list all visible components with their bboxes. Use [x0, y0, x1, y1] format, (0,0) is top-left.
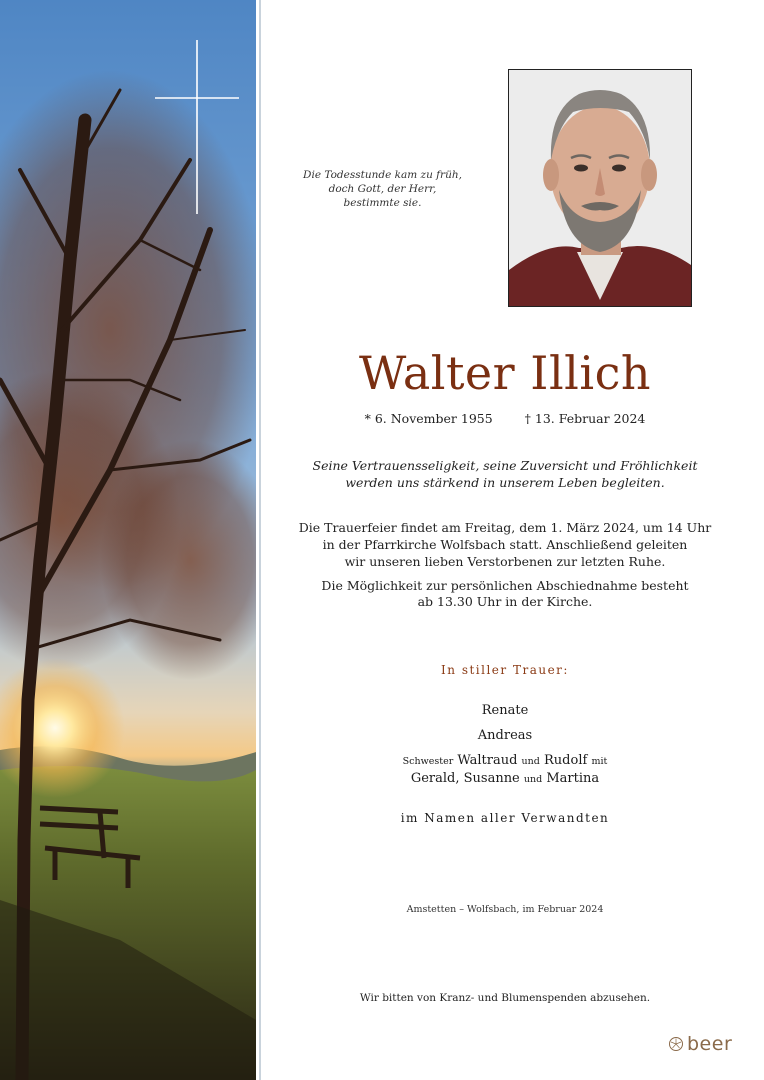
life-dates — [290, 411, 720, 426]
mourner-renate: Renate — [481, 703, 529, 718]
mourner-names: Gerald, Susanne — [410, 771, 520, 786]
mourning-heading: In stiller Trauer: — [441, 663, 569, 677]
motto-line-3: bestimmte sie. — [343, 197, 422, 209]
deceased-name: Walter Illich — [359, 346, 651, 400]
farewell-line-1: Die Möglichkeit zur persönlichen Abschiednahme besteht — [321, 578, 689, 593]
place-and-date: Amstetten – Wolfsbach, im Februar 2024 — [406, 904, 604, 915]
memorial-photo-panel — [0, 0, 256, 1080]
birth-date: * 6. November 1955 — [364, 411, 493, 426]
portrait-photo — [508, 69, 692, 307]
funeral-home-logo — [668, 1033, 732, 1055]
mourner-children — [290, 771, 720, 786]
conjunction-word: mit — [591, 756, 608, 767]
brand-name: beer — [687, 1033, 733, 1055]
relatives-note: im Namen aller Verwandten — [400, 811, 610, 825]
mourner-andreas: Andreas — [477, 728, 533, 743]
vertical-divider — [256, 0, 266, 1080]
ceremony-line-3: wir unseren lieben Verstorbenen zur letzten Ruhe. — [344, 554, 666, 569]
conjunction-word: und — [521, 756, 540, 767]
mourner-name: Rudolf — [544, 753, 588, 768]
motto-verse — [285, 168, 480, 210]
motto-line-1: Die Todesstunde kam zu früh, — [303, 169, 462, 181]
mourner-name: Waltraud — [457, 753, 518, 768]
flowers-request: Wir bitten von Kranz- und Blumenspenden abzusehen. — [359, 992, 651, 1004]
mourner-siblings — [290, 753, 720, 768]
dandelion-icon — [668, 1036, 684, 1052]
funeral-ceremony-info — [280, 519, 730, 570]
death-date: † 13. Februar 2024 — [524, 411, 646, 426]
ceremony-line-2: in der Pfarrkirche Wolfsbach statt. Anschließend geleiten — [322, 537, 688, 552]
motto-line-2: doch Gott, der Herr, — [328, 183, 437, 195]
quote-line-2: werden uns stärkend in unserem Leben begleiten. — [345, 475, 665, 490]
farewell-info — [280, 578, 730, 610]
tribute-quote — [280, 457, 730, 491]
tree-sunset-image — [0, 0, 256, 1080]
mourner-name: Martina — [546, 771, 600, 786]
conjunction-word: und — [523, 774, 543, 785]
farewell-line-2: ab 13.30 Uhr in der Kirche. — [417, 594, 593, 609]
quote-line-1: Seine Vertrauensseligkeit, seine Zuversicht und Fröhlichkeit — [312, 458, 698, 473]
man-portrait-image — [509, 70, 691, 306]
ceremony-line-1: Die Trauerfeier findet am Freitag, dem 1. März 2024, um 14 Uhr — [298, 520, 712, 535]
relation-word: Schwester — [402, 756, 454, 767]
